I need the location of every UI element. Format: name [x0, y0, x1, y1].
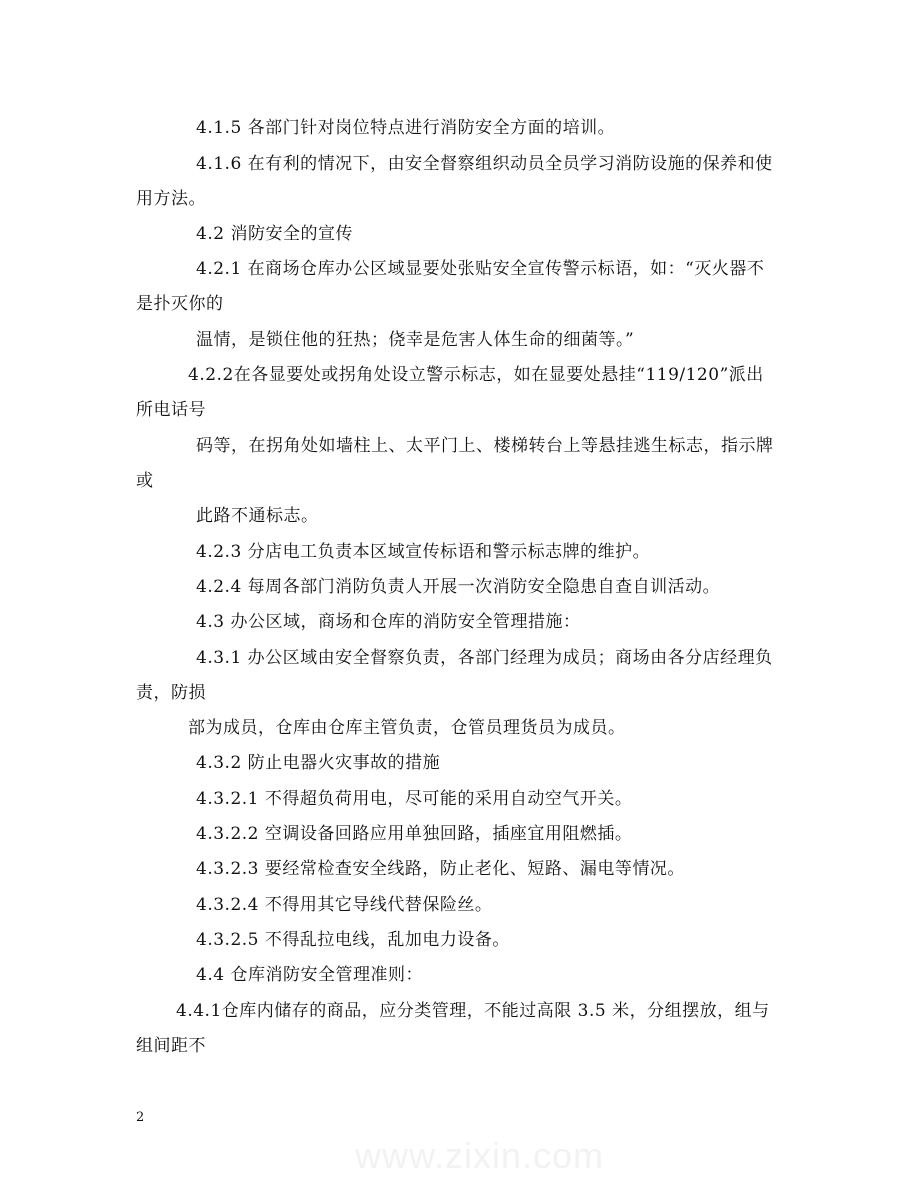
text-line: 码等，在拐角处如墙柱上、太平门上、楼梯转台上等悬挂逃生标志，指示牌	[196, 436, 774, 456]
text-line: 用方法。	[136, 189, 206, 209]
text-line: 4.3.2.1 不得超负荷用电，尽可能的采用自动空气开关。	[196, 789, 633, 809]
text-line: 是扑灭你的	[136, 294, 224, 314]
text-line: 4.3.2.3 要经常检查安全线路，防止老化、短路、漏电等情况。	[196, 859, 685, 879]
text-line: 组间距不	[136, 1036, 206, 1056]
text-line: 4.4 仓库消防安全管理准则：	[196, 965, 423, 985]
text-line: 4.2.4 每周各部门消防负责人开展一次消防安全隐患自查自训活动。	[196, 577, 721, 597]
text-line: 4.3.1 办公区域由安全督察负责，各部门经理为成员；商场由各分店经理负	[196, 648, 773, 668]
text-line: 部为成员，仓库由仓库主管负责，仓管员理货员为成员。	[188, 718, 626, 738]
text-line: 4.2.3 分店电工负责本区域宣传标语和警示标志牌的维护。	[196, 542, 651, 562]
text-line: 4.1.6 在有利的情况下，由安全督察组织动员全员学习消防设施的保养和使	[196, 154, 773, 174]
watermark: www.zixin.com	[355, 1135, 605, 1176]
text-line: 4.4.1仓库内储存的商品，应分类管理，不能过高限 3.5 米，分组摆放，组与	[176, 1001, 770, 1021]
text-line: 4.3.2.2 空调设备回路应用单独回路，插座宜用阻燃插。	[196, 824, 633, 844]
text-line: 或	[136, 471, 154, 491]
text-line: 此路不通标志。	[196, 506, 319, 526]
text-line: 4.2.1 在商场仓库办公区域显要处张贴安全宣传警示标语，如：“灭火器不	[196, 259, 765, 279]
text-line: 4.3.2.4 不得用其它导线代替保险丝。	[196, 895, 493, 915]
text-line: 责，防损	[136, 683, 206, 703]
text-line: 4.1.5 各部门针对岗位特点进行消防安全方面的培训。	[196, 118, 616, 138]
text-line: 4.3 办公区域，商场和仓库的消防安全管理措施：	[196, 612, 581, 632]
text-line: 所电话号	[136, 400, 206, 420]
text-line: 4.2 消防安全的宣传	[196, 224, 353, 244]
text-line: 4.2.2在各显要处或拐角处设立警示标志，如在显要处悬挂“119/120”派出	[188, 365, 764, 385]
text-line: 4.3.2.5 不得乱拉电线，乱加电力设备。	[196, 930, 510, 950]
page-number: 2	[136, 1110, 145, 1125]
text-line: 4.3.2 防止电器火灾事故的措施	[196, 753, 441, 773]
text-line: 温情，是锁住他的狂热；侥幸是危害人体生命的细菌等。”	[196, 330, 635, 350]
